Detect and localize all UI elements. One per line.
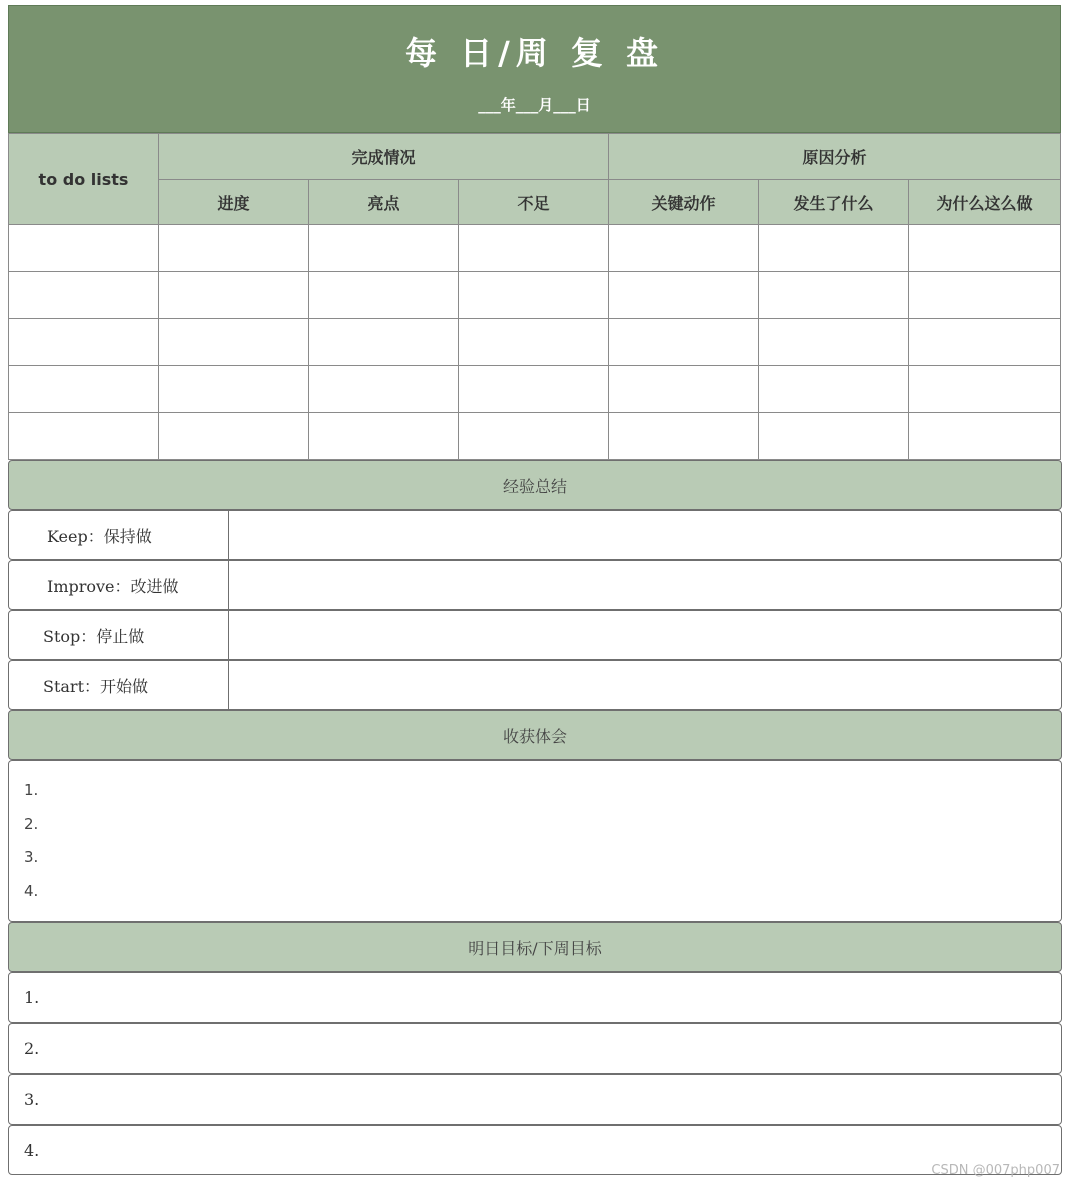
table-cell[interactable] (909, 366, 1061, 413)
goal-item[interactable]: 1. (8, 972, 1062, 1023)
improve-row (8, 560, 1062, 610)
gains-section-header: 收获体会 (8, 710, 1062, 760)
stop-row (8, 610, 1062, 660)
improve-cell[interactable] (229, 561, 1061, 609)
completion-group-header: 完成情况 (159, 134, 609, 180)
table-cell[interactable] (9, 413, 159, 460)
table-cell[interactable] (759, 225, 909, 272)
page-title: 每 日/周 复 盘 (404, 33, 665, 72)
table-cell[interactable] (309, 225, 459, 272)
table-cell[interactable] (159, 319, 309, 366)
table-cell[interactable] (459, 272, 609, 319)
goal-item[interactable]: 4. (8, 1125, 1062, 1175)
table-cell[interactable] (759, 272, 909, 319)
table-cell[interactable] (909, 225, 1061, 272)
list-item: 4. (24, 881, 39, 900)
table-cell[interactable] (909, 272, 1061, 319)
todo-header: to do lists (9, 134, 159, 225)
start-row (8, 660, 1062, 710)
table-cell[interactable] (759, 319, 909, 366)
table-cell[interactable] (909, 413, 1061, 460)
table-cell[interactable] (609, 272, 759, 319)
goal-item[interactable]: 2. (8, 1023, 1062, 1074)
table-row (9, 272, 1061, 319)
column-header-progress: 进度 (159, 180, 309, 225)
table-cell[interactable] (159, 225, 309, 272)
table-cell[interactable] (459, 413, 609, 460)
table-cell[interactable] (309, 413, 459, 460)
column-header-key-actions: 关键动作 (609, 180, 759, 225)
column-header-what-happened: 发生了什么 (759, 180, 909, 225)
experience-section-header: 经验总结 (8, 460, 1062, 510)
table-cell[interactable] (159, 366, 309, 413)
watermark: CSDN @007php007 (931, 1163, 1060, 1178)
list-item: 2. (24, 814, 39, 833)
table-row (9, 319, 1061, 366)
gains-box[interactable] (8, 760, 1062, 922)
review-sheet (8, 5, 1061, 1175)
stop-label: Stop：停止做 (9, 611, 229, 659)
table-cell[interactable] (459, 319, 609, 366)
table-cell[interactable] (909, 319, 1061, 366)
start-cell[interactable] (229, 661, 1061, 709)
table-cell[interactable] (9, 272, 159, 319)
keep-cell[interactable] (229, 511, 1061, 559)
improve-label: Improve：改进做 (9, 561, 229, 609)
table-cell[interactable] (459, 225, 609, 272)
table-cell[interactable] (159, 272, 309, 319)
goals-section-header: 明日目标/下周目标 (8, 922, 1062, 972)
table-body (9, 225, 1061, 460)
list-item: 1. (24, 781, 39, 799)
column-header-shortcomings: 不足 (459, 180, 609, 225)
column-header-why: 为什么这么做 (909, 180, 1061, 225)
table-cell[interactable] (609, 413, 759, 460)
stop-cell[interactable] (229, 611, 1061, 659)
keep-row (8, 510, 1062, 560)
table-cell[interactable] (609, 366, 759, 413)
table-cell[interactable] (159, 413, 309, 460)
start-label: Start：开始做 (9, 661, 229, 709)
goal-item[interactable]: 3. (8, 1074, 1062, 1125)
table-cell[interactable] (609, 225, 759, 272)
table-row (9, 225, 1061, 272)
keep-label: Keep：保持做 (9, 511, 229, 559)
table-cell[interactable] (609, 319, 759, 366)
date-line: ___年___月___日 (478, 95, 591, 114)
table-cell[interactable] (759, 366, 909, 413)
reason-group-header: 原因分析 (609, 134, 1061, 180)
list-item: 3. (24, 848, 39, 866)
table-row (9, 413, 1061, 460)
table-cell[interactable] (759, 413, 909, 460)
table-cell[interactable] (459, 366, 609, 413)
table-cell[interactable] (309, 319, 459, 366)
column-header-highlights: 亮点 (309, 180, 459, 225)
todo-table (8, 133, 1061, 460)
table-cell[interactable] (9, 225, 159, 272)
table-row (9, 366, 1061, 413)
table-cell[interactable] (309, 366, 459, 413)
title-banner (8, 5, 1061, 133)
table-cell[interactable] (9, 366, 159, 413)
table-cell[interactable] (9, 319, 159, 366)
table-cell[interactable] (309, 272, 459, 319)
